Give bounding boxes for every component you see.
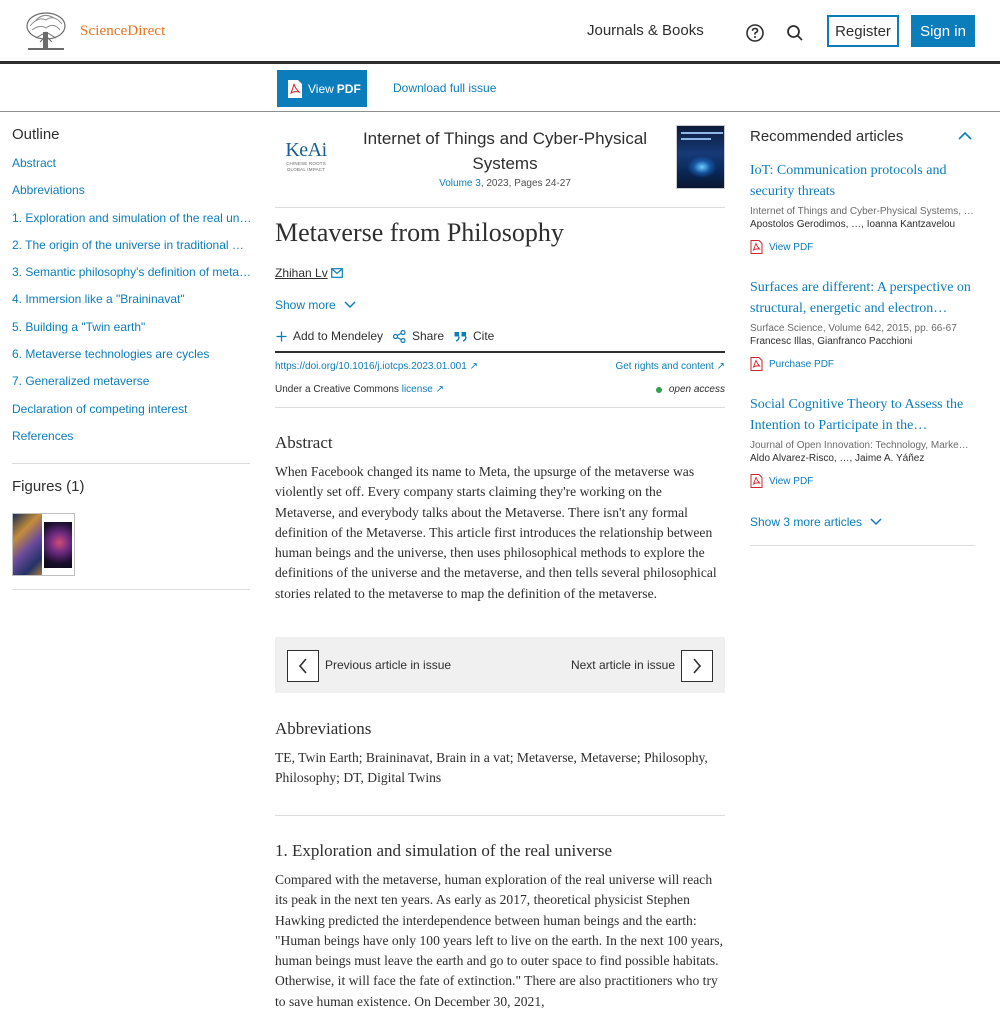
- view-pdf-label-bold: PDF: [336, 81, 361, 96]
- recommended-view-pdf-link[interactable]: [750, 240, 975, 254]
- outline-title: Outline: [12, 126, 60, 143]
- top-header: [0, 0, 1000, 64]
- recommended-article: [750, 395, 975, 488]
- plus-icon: [276, 331, 287, 342]
- outline-item-section-2[interactable]: 2. The origin of the universe in traditional …: [12, 237, 244, 252]
- outline-item-section-1[interactable]: 1. Exploration and simulation of the real un…: [12, 210, 252, 225]
- register-button[interactable]: Register: [827, 15, 899, 47]
- previous-article-label[interactable]: Previous article in issue: [325, 658, 452, 672]
- chevron-down-icon: [344, 301, 356, 309]
- quote-icon: [454, 331, 467, 342]
- view-pdf-button[interactable]: [277, 70, 367, 107]
- outline-panel: [12, 126, 250, 455]
- article-actions-bar: [275, 324, 725, 353]
- recommended-pdf-label: Purchase PDF: [769, 358, 835, 370]
- pdf-icon: [750, 357, 763, 371]
- show-more-articles-button[interactable]: [750, 515, 882, 529]
- outline-item-section-4[interactable]: 4. Immersion like a "Braininavat": [12, 292, 185, 307]
- open-access-label: open access: [668, 384, 725, 395]
- view-pdf-label: View: [308, 81, 334, 96]
- outline-item-section-6[interactable]: 6. Metaverse technologies are cycles: [12, 347, 210, 362]
- share-icon: [393, 330, 406, 343]
- recommended-article: [750, 278, 975, 371]
- volume-link[interactable]: Volume 3: [439, 178, 481, 189]
- pdf-icon: [750, 240, 763, 254]
- journal-meta: [345, 178, 665, 189]
- sign-in-button[interactable]: Sign in: [911, 15, 975, 47]
- outline-item-section-7[interactable]: 7. Generalized metaverse: [12, 374, 150, 389]
- abbreviations-text: TE, Twin Earth; Braininavat, Brain in a vat; Metaverse, Metaverse; Philosophy, Philosophy; DT, Digital Twins: [275, 750, 708, 786]
- chevron-right-icon: [692, 658, 702, 674]
- open-access-badge: [656, 384, 725, 395]
- keai-tagline-2: GLOBAL IMPACT: [286, 167, 326, 172]
- outline-item-references[interactable]: References: [12, 428, 74, 443]
- show-more-toggle[interactable]: [275, 298, 356, 312]
- journal-meta-rest: , 2023, Pages 24-27: [480, 178, 571, 189]
- figure-thumbnail-image-a: [13, 514, 42, 575]
- cite-button[interactable]: [454, 329, 494, 343]
- abbreviations-heading: Abbreviations: [275, 719, 372, 738]
- keai-tagline-1: CHINESE ROOTS: [286, 161, 326, 166]
- logo-text: ScienceDirect: [80, 22, 166, 39]
- recommended-view-pdf-link[interactable]: [750, 474, 975, 488]
- recommended-divider: [750, 545, 975, 546]
- section-1-text: Compared with the metaverse, human exploration of the real universe will reach its peak in the next ten years. As early as 2017, theoretical physicist Stephen Hawking predicted the interdependence between human beings and the earth: "Human beings have only 100 years left to live on the earth. In the next 100 years, human beings must leave the earth and go to outer space to find possible habitats. Otherwise, it will face the fate of extinction." There are also practitioners who try to save human existence. On December 30, 2021,: [275, 872, 723, 1009]
- get-rights-link[interactable]: Get rights and content ↗: [615, 361, 725, 372]
- outline-item-abbreviations[interactable]: Abbreviations: [12, 183, 85, 198]
- chevron-left-icon: [298, 658, 308, 674]
- doi-link[interactable]: https://doi.org/10.1016/j.iotcps.2023.01.001 ↗: [275, 361, 478, 372]
- recommended-article-title[interactable]: Surfaces are different: A perspective on structural, energetic and electron…: [750, 280, 971, 316]
- figures-title: Figures (1): [12, 478, 85, 495]
- outline-divider: [12, 463, 250, 464]
- recommended-header: [750, 128, 975, 145]
- license-prefix: Under a Creative Commons: [275, 384, 402, 395]
- abstract-text: When Facebook changed its name to Meta, the upsurge of the metaverse was violently set off. Every company starts claiming they're working on the Metaverse, and everybody talks about the Metaverse. There isn't any formal definition of the Metaverse. This article first introduces the relationship between human beings and the universe, then uses philosophical methods to explore the definitions of the universe and the metaverse, and then tells several philosophical stories related to the metaverse to map the definition of the metaverse.: [275, 464, 717, 601]
- section-1-heading: 1. Exploration and simulation of the real universe: [275, 841, 613, 860]
- abstract-heading: Abstract: [275, 433, 333, 452]
- article-toolbar: [0, 67, 1000, 112]
- pdf-icon: [287, 80, 303, 98]
- sciencedirect-logo[interactable]: [24, 10, 165, 52]
- recommended-article-source: Internet of Things and Cyber-Physical Systems, …: [750, 206, 974, 217]
- show-more-label: Show more: [275, 298, 336, 312]
- license-row: [275, 384, 725, 395]
- license-link[interactable]: license ↗: [401, 384, 445, 395]
- pdf-icon: [750, 474, 763, 488]
- figure-thumbnail-image-b: [42, 514, 74, 575]
- share-label: Share: [412, 329, 445, 343]
- recommended-article: [750, 161, 975, 254]
- recommended-pdf-label: View PDF: [769, 241, 814, 253]
- mail-icon[interactable]: [331, 268, 343, 278]
- next-article-button[interactable]: [681, 650, 713, 682]
- chevron-up-icon[interactable]: [958, 131, 972, 140]
- help-icon[interactable]: [745, 23, 765, 43]
- next-article-label[interactable]: Next article in issue: [570, 658, 675, 672]
- open-access-dot-icon: [656, 387, 662, 393]
- elsevier-tree-icon: [24, 10, 68, 52]
- chevron-down-icon: [870, 518, 882, 526]
- recommended-title: Recommended articles: [750, 128, 904, 145]
- recommended-article-title[interactable]: Social Cognitive Theory to Assess the Intention to Participate in the…: [750, 397, 964, 433]
- journals-books-link[interactable]: Journals & Books: [587, 22, 704, 39]
- recommended-article-source: Journal of Open Innovation: Technology, Marke…: [750, 440, 969, 451]
- search-icon[interactable]: [786, 24, 804, 42]
- divider: [275, 407, 725, 408]
- share-button[interactable]: [393, 329, 444, 343]
- keai-logo-text: KeAi: [285, 139, 327, 161]
- recommended-article-authors: Aldo Alvarez-Risco, …, Jaime A. Yáñez: [750, 453, 925, 464]
- recommended-purchase-pdf-link[interactable]: [750, 357, 975, 371]
- article-title: Metaverse from Philosophy: [275, 218, 564, 247]
- journal-title-link[interactable]: Internet of Things and Cyber-Physical Systems: [362, 129, 648, 173]
- previous-article-button[interactable]: [287, 650, 319, 682]
- keai-publisher-logo[interactable]: [283, 140, 329, 172]
- add-to-mendeley-button[interactable]: [276, 329, 383, 343]
- outline-item-abstract[interactable]: Abstract: [12, 156, 57, 170]
- recommended-pdf-label: View PDF: [769, 475, 814, 487]
- mendeley-label: Add to Mendeley: [293, 329, 384, 343]
- article-pager: [275, 637, 725, 693]
- download-full-issue-link[interactable]: Download full issue: [393, 81, 497, 95]
- show-more-articles-label: Show 3 more articles: [750, 515, 863, 529]
- recommended-article-source: Surface Science, Volume 642, 2015, pp. 66-67: [750, 323, 957, 334]
- outline-item-section-3[interactable]: 3. Semantic philosophy's definition of meta…: [12, 265, 252, 280]
- author-link[interactable]: Zhihan Lv: [275, 266, 328, 280]
- journal-header: [275, 120, 725, 208]
- recommended-article-authors: Francesc Illas, Gianfranco Pacchioni: [750, 336, 913, 347]
- figures-divider: [12, 589, 250, 590]
- divider: [275, 815, 725, 816]
- recommended-article-authors: Apostolos Gerodimos, …, Ioanna Kantzavelou: [750, 219, 956, 230]
- outline-item-section-5[interactable]: 5. Building a "Twin earth": [12, 319, 146, 334]
- cite-label: Cite: [473, 329, 495, 343]
- figure-thumbnail[interactable]: [12, 513, 75, 576]
- recommended-article-title[interactable]: IoT: Communication protocols and security threats: [750, 163, 947, 199]
- outline-item-competing-interest[interactable]: Declaration of competing interest: [12, 401, 188, 416]
- journal-cover-image[interactable]: [676, 125, 725, 189]
